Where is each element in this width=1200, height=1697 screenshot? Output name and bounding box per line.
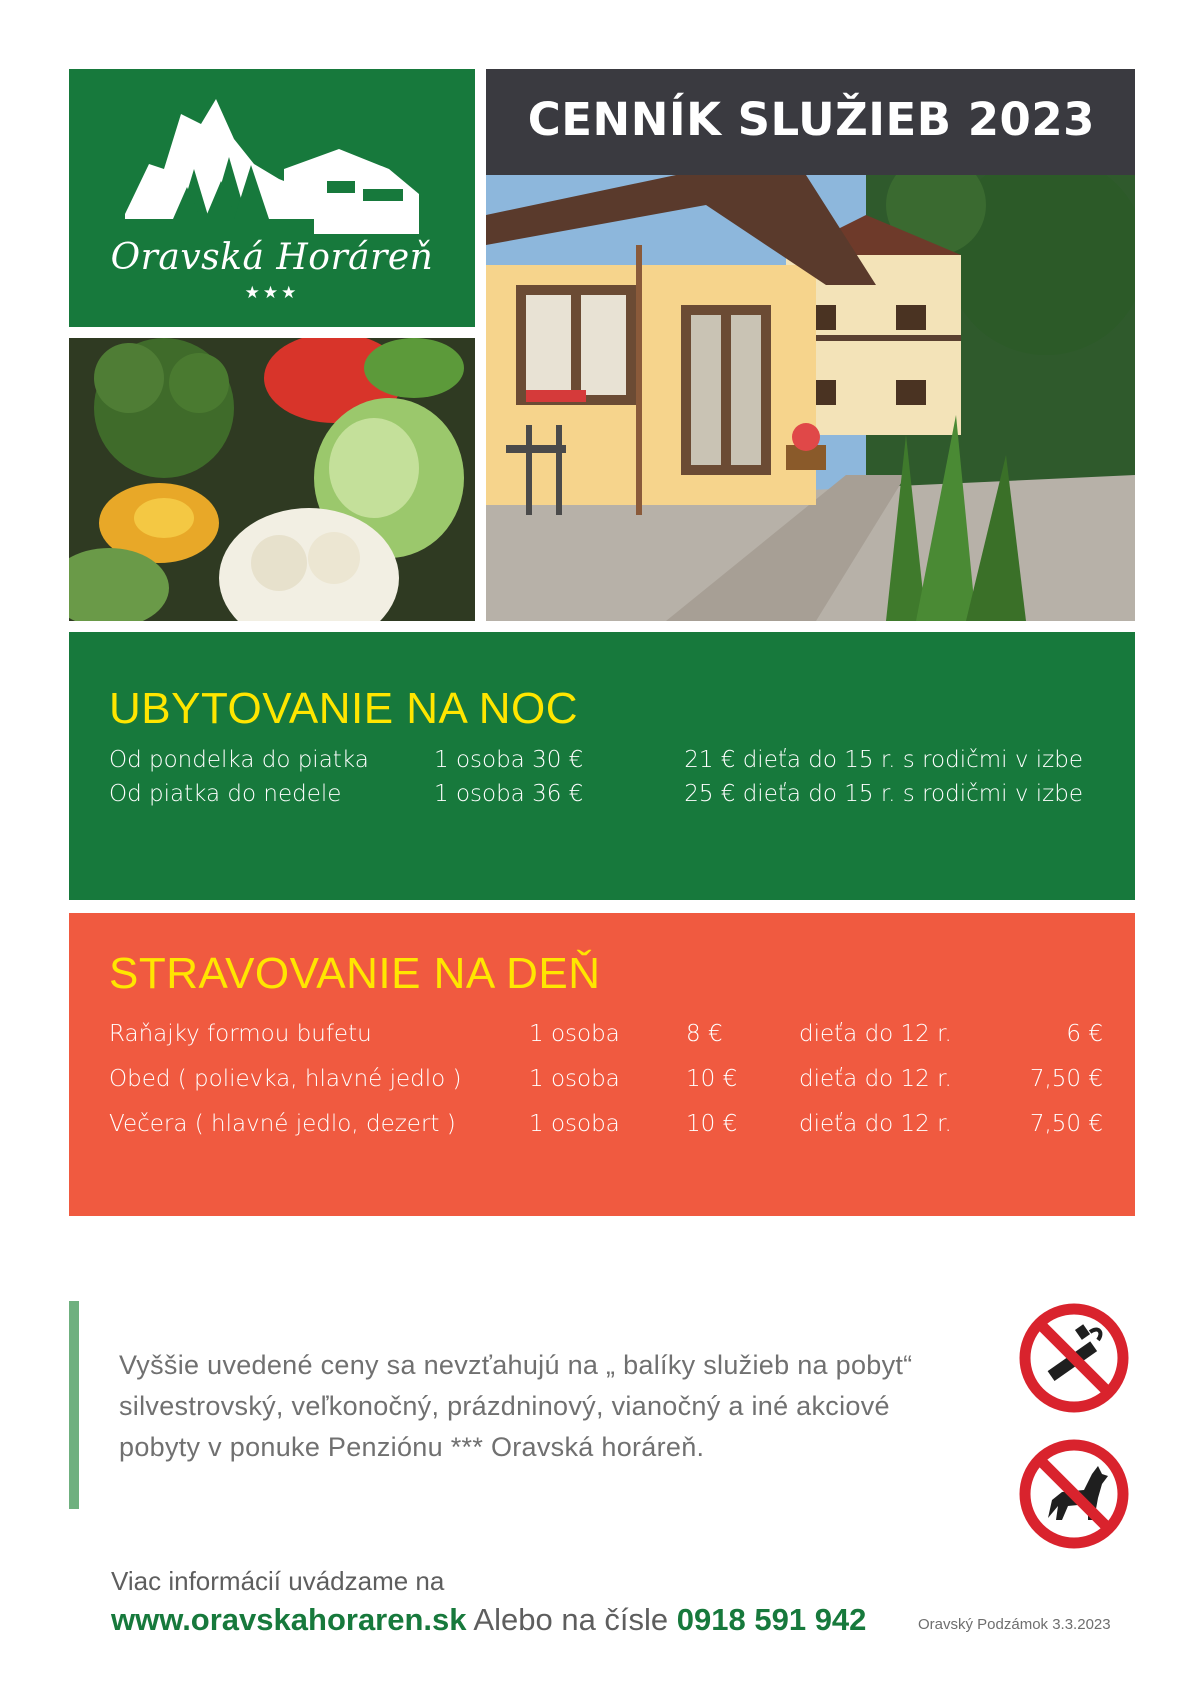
title-bar — [486, 69, 1135, 175]
guesthouse-photo — [486, 175, 1135, 621]
accommodation-panel — [69, 632, 1135, 900]
logo-name: Oravská Horáreň — [110, 237, 434, 278]
contact-line — [111, 1602, 866, 1638]
meal-price: 10 € — [686, 1111, 738, 1137]
notice-line: pobyty v ponuke Penziónu *** Oravská horáreň. — [119, 1432, 705, 1462]
meal-child-label: dieťa do 12 r. — [799, 1111, 952, 1137]
meal-unit: 1 osoba — [529, 1021, 620, 1047]
meal-name: Obed ( polievka, hlavné jedlo ) — [109, 1066, 462, 1092]
meal-price: 10 € — [686, 1066, 738, 1092]
or-number-text: Alebo na čísle — [466, 1602, 677, 1637]
accommodation-child-price: 25 € dieťa do 15 r. s rodičmi v izbe — [684, 781, 1083, 807]
notice-line: silvestrovský, veľkonočný, prázdninový, vianočný a iné akciové — [119, 1391, 890, 1421]
website-link[interactable]: www.oravskahoraren.sk — [111, 1602, 467, 1637]
notice-accent-bar — [69, 1301, 79, 1509]
accommodation-child-price: 21 € dieťa do 15 r. s rodičmi v izbe — [684, 747, 1083, 773]
no-smoking-icon — [1018, 1302, 1130, 1418]
logo-block — [69, 69, 475, 327]
notice-line: Vyššie uvedené ceny sa nevzťahujú na „ balíky služieb na pobyt“ — [119, 1350, 913, 1380]
meal-child-label: dieťa do 12 r. — [799, 1066, 952, 1092]
accommodation-title: UBYTOVANIE NA NOC — [109, 684, 578, 733]
meal-child-price: 6 € — [1066, 1021, 1103, 1047]
meal-child-label: dieťa do 12 r. — [799, 1021, 952, 1047]
meals-panel — [69, 913, 1135, 1216]
meal-unit: 1 osoba — [529, 1066, 620, 1092]
meals-title: STRAVOVANIE NA DEŇ — [109, 949, 601, 998]
meal-child-price: 7,50 € — [1029, 1111, 1103, 1137]
accommodation-period: Od pondelka do piatka — [109, 747, 369, 773]
no-dogs-icon — [1018, 1438, 1130, 1554]
logo-stars: ★★★ — [244, 283, 300, 303]
meal-price: 8 € — [686, 1021, 723, 1047]
accommodation-adult-price: 1 osoba 30 € — [434, 747, 584, 773]
page-title: CENNÍK SLUŽIEB 2023 — [527, 93, 1095, 146]
vegetables-photo — [69, 338, 475, 621]
meal-unit: 1 osoba — [529, 1111, 620, 1137]
phone-number[interactable]: 0918 591 942 — [676, 1602, 867, 1637]
meal-child-price: 7,50 € — [1029, 1066, 1103, 1092]
meal-name: Večera ( hlavné jedlo, dezert ) — [109, 1111, 456, 1137]
accommodation-adult-price: 1 osoba 36 € — [434, 781, 584, 807]
accommodation-period: Od piatka do nedele — [109, 781, 342, 807]
place-date: Oravský Podzámok 3.3.2023 — [918, 1616, 1111, 1633]
meal-name: Raňajky formou bufetu — [109, 1021, 372, 1047]
info-text: Viac informácií uvádzame na — [111, 1566, 445, 1596]
